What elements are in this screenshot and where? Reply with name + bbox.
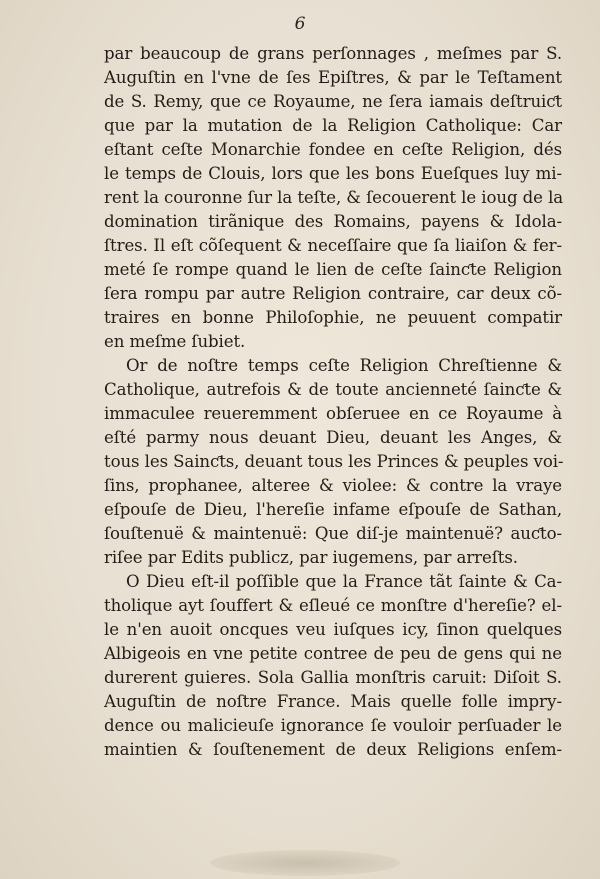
text-line: dence ou malicieuſe ignorance ſe vouloir perſuader le (104, 716, 562, 735)
paragraph-start-line: O Dieu eſt-il poſſible que la France tãt ſainte & Ca- (126, 572, 562, 591)
text-line: durerent guieres. Sola Gallia monſtris caruit: Diſoit S. (104, 668, 562, 687)
text-line: tholique ayt ſouffert & eſleué ce monſtre d'hereſie? el- (104, 596, 562, 615)
text-line: ſins, prophanee, alteree & violee: & contre la vraye (104, 476, 562, 495)
text-line: de S. Remy, que ce Royaume, ne ſera iamais deſtruiƈt (104, 92, 562, 111)
text-line: ſera rompu par autre Religion contraire, car deux cõ- (104, 284, 562, 303)
text-line: traires en bonne Philoſophie, ne peuuent compatir (104, 308, 562, 327)
text-line: que par la mutation de la Religion Catholique: Car (104, 116, 562, 135)
text-line: Auguſtin en l'vne de ſes Epiſtres, & par le Teſtament (104, 68, 562, 87)
text-line: en meſme ſubiet. (104, 332, 246, 351)
page-text (104, 42, 562, 762)
text-line: meté ſe rompe quand le lien de ceſte ſainƈte Religion (104, 260, 562, 279)
text-line: eſté parmy nous deuant Dieu, deuant les Anges, & (104, 428, 562, 447)
text-line: eſtant ceſte Monarchie fondee en ceſte Religion, dés (104, 140, 562, 159)
text-line: le temps de Clouis, lors que les bons Eueſques luy mi- (104, 164, 562, 183)
paragraph-start-line: Or de noſtre temps ceſte Religion Chreſtienne & (126, 356, 562, 375)
text-line: ſtres. Il eſt cõſequent & neceſſaire que ſa liaiſon & fer- (104, 236, 562, 255)
text-line: domination tirãnique des Romains, payens & Idola- (104, 212, 562, 231)
text-line: tous les Sainƈts, deuant tous les Princes & peuples voi- (104, 452, 564, 471)
text-line: maintien & ſouſtenement de deux Religions enſem- (104, 740, 562, 759)
text-line: Albigeois en vne petite contree de peu de gens qui ne (104, 644, 562, 663)
page-number: 6 (294, 14, 306, 34)
text-line: le n'en auoit oncques veu iuſques icy, ſinon quelques (104, 620, 562, 639)
text-line: eſpouſe de Dieu, l'hereſie infame eſpouſe de Sathan, (104, 500, 562, 519)
text-line: Catholique, autrefois & de toute ancienneté ſainƈte & (104, 380, 562, 399)
paper-stain (210, 850, 400, 876)
text-line: immaculee reueremment obſeruee en ce Royaume à (104, 404, 562, 423)
text-line: par beaucoup de grans perſonnages , meſmes par S. (104, 44, 562, 63)
text-line: Auguſtin de noſtre France. Mais quelle folle imprу- (104, 692, 562, 711)
text-line: ſouſtenuë & maintenuë: Que diſ-je maintenuë? auƈto- (104, 524, 562, 543)
text-line: riſee par Edits publicz, par iugemens, par arreſts. (104, 548, 518, 567)
text-line: rent la couronne ſur la teſte, & ſecouerent le ioug de la (104, 188, 564, 207)
